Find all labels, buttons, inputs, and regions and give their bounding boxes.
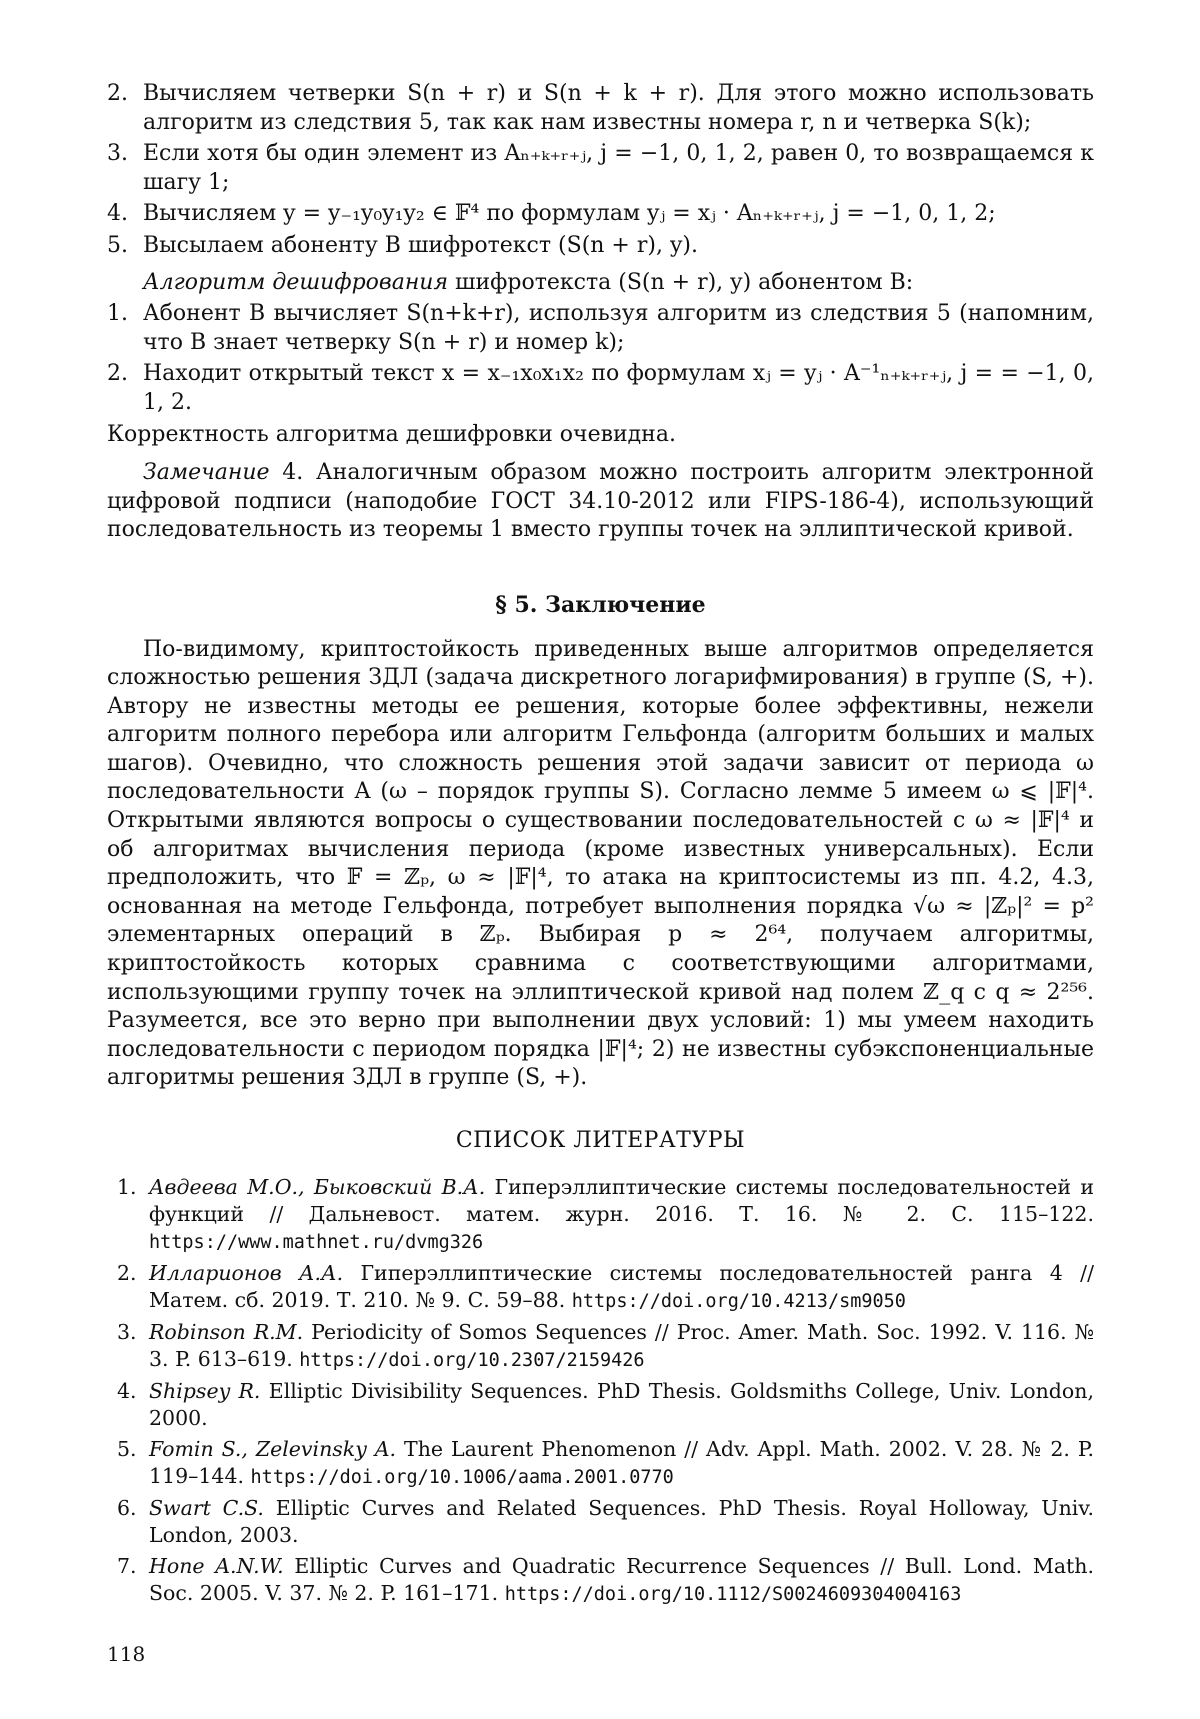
step-text: Вычисляем y = y₋₁y₀y₁y₂ ∈ 𝔽⁴ по формулам yⱼ = xⱼ · Aₙ₊ₖ₊ᵣ₊ⱼ, j = −1, 0, 1, 2;: [143, 201, 996, 226]
reference-authors: Hone A.N.W.: [149, 1554, 284, 1578]
list-item: [107, 140, 1094, 197]
reference-item: [107, 1174, 1094, 1256]
reference-authors: Shipsey R.: [149, 1379, 260, 1403]
list-item: [107, 200, 1094, 229]
step-number: 1.: [107, 300, 128, 329]
decryption-steps: [107, 300, 1094, 417]
section-body: По-видимому, криптостойкость приведенных выше алгоритмов определяется сложностью решения ЗДЛ (задача дискретного логарифмирования) в группе (S, +). Автору не известны методы ее решения, которые более эффективны, нежели алгоритм полного перебора или алгоритм Гельфонда (алгоритм больших и малых шагов). Очевидно, что сложность решения этой задачи зависит от периода ω последовательности A (ω – порядок группы S). Согласно лемме 5 имеем ω ⩽ |𝔽|⁴. Открытыми являются вопросы о существовании последовательностей с ω ≈ |𝔽|⁴ и об алгоритмах вычисления периода (кроме известных универсальных). Если предположить, что 𝔽 = ℤₚ, ω ≈ |𝔽|⁴, то атака на криптосистемы из пп. 4.2, 4.3, основанная на методе Гельфонда, потребует выполнения порядка √ω ≈ |ℤₚ|² = p² элементарных операций в ℤₚ. Выбирая p ≈ 2⁶⁴, получаем алгоритмы, криптостойкость которых сравнима с соответствующими алгоритмами, использующими группу точек на эллиптической кривой над полем ℤ_q с q ≈ 2²⁵⁶. Разумеется, все это верно при выполнении двух условий: 1) мы умеем находить последовательности с периодом порядка |𝔽|⁴; 2) не известны субэкспоненциальные алгоритмы решения ЗДЛ в группе (S, +).: [107, 636, 1094, 1094]
remark: [107, 459, 1094, 545]
reference-authors: Илларионов А.А.: [149, 1261, 343, 1285]
list-item: [107, 232, 1094, 261]
page-content: [107, 80, 1094, 1612]
step-text: Находит открытый текст x = x₋₁x₀x₁x₂ по формулам xⱼ = yⱼ · A⁻¹ₙ₊ₖ₊ᵣ₊ⱼ, j = = −1, 0, 1, 2.: [143, 361, 1094, 415]
reference-number: 4.: [117, 1378, 137, 1405]
reference-number: 6.: [117, 1495, 137, 1522]
reference-authors: Fomin S., Zelevinsky A.: [149, 1437, 396, 1461]
reference-number: 2.: [117, 1260, 137, 1287]
reference-number: 3.: [117, 1319, 137, 1346]
reference-number: 5.: [117, 1436, 137, 1463]
reference-link[interactable]: https://doi.org/10.1006/aama.2001.0770: [251, 1467, 674, 1488]
reference-item: [107, 1436, 1094, 1491]
remark-label: Замечание: [143, 460, 270, 485]
step-number: 3.: [107, 140, 128, 169]
list-item: [107, 80, 1094, 137]
reference-authors: Swart C.S.: [149, 1496, 264, 1520]
reference-text: Periodicity of Somos Sequences // Proc. Amer. Math. Soc. 1992. V. 116. № 3. P. 613–619.: [149, 1320, 1094, 1371]
remark-text: Аналогичным образом можно построить алгоритм электронной цифровой подписи (наподобие ГОСТ 34.10-2012 или FIPS-186-4), использующий последовательность из теоремы 1 вместо группы точек на эллиптической кривой.: [107, 460, 1094, 542]
reference-text: The Laurent Phenomenon // Adv. Appl. Math. 2002. V. 28. № 2. P. 119–144.: [149, 1437, 1094, 1488]
step-number: 4.: [107, 200, 128, 229]
decryption-heading: [107, 269, 1094, 298]
list-item: [107, 300, 1094, 357]
step-number: 2.: [107, 80, 128, 109]
step-number: 2.: [107, 360, 128, 389]
step-number: 5.: [107, 232, 128, 261]
reference-text: Elliptic Curves and Related Sequences. PhD Thesis. Royal Holloway, Univ. London, 2003.: [149, 1496, 1094, 1547]
reference-item: [107, 1378, 1094, 1432]
references-list: [107, 1174, 1094, 1608]
reference-link[interactable]: https://www.mathnet.ru/dvmg326: [149, 1232, 483, 1253]
reference-text: Elliptic Divisibility Sequences. PhD Thesis. Goldsmiths College, Univ. London, 2000.: [149, 1379, 1094, 1430]
reference-authors: Robinson R.M.: [149, 1320, 303, 1344]
reference-item: [107, 1553, 1094, 1608]
remark-number: 4.: [282, 460, 303, 485]
decryption-heading-rest: шифротекста (S(n + r), y) абонентом B:: [448, 270, 913, 295]
reference-text: Гиперэллиптические системы последовательностей и функций // Дальневост. матем. журн. 2016. Т. 16. № 2. С. 115–122.: [149, 1175, 1094, 1226]
page-number: 118: [107, 1642, 145, 1666]
reference-number: 1.: [117, 1174, 137, 1201]
references-title: СПИСОК ЛИТЕРАТУРЫ: [107, 1127, 1094, 1156]
reference-number: 7.: [117, 1553, 137, 1580]
step-text: Абонент B вычисляет S(n+k+r), используя алгоритм из следствия 5 (напомним, что B знает четверку S(n + r) и номер k);: [143, 301, 1094, 355]
step-text: Вычисляем четверки S(n + r) и S(n + k + r). Для этого можно использовать алгоритм из следствия 5, так как нам известны номера r, n и четверка S(k);: [143, 81, 1094, 135]
section-title: § 5. Заключение: [107, 591, 1094, 620]
decryption-label: Алгоритм дешифрования: [143, 270, 448, 295]
reference-text: Гиперэллиптические системы последовательностей ранга 4 // Матем. сб. 2019. Т. 210. № 9. С. 59–88.: [149, 1261, 1094, 1312]
step-text: Если хотя бы один элемент из Aₙ₊ₖ₊ᵣ₊ⱼ, j = −1, 0, 1, 2, равен 0, то возвращаемся к шагу 1;: [143, 141, 1094, 195]
reference-item: [107, 1260, 1094, 1315]
reference-link[interactable]: https://doi.org/10.2307/2159426: [299, 1350, 644, 1371]
reference-authors: Авдеева М.О., Быковский В.А.: [149, 1175, 485, 1199]
step-text: Высылаем абоненту B шифротекст (S(n + r), y).: [143, 233, 698, 258]
encryption-steps: [107, 80, 1094, 261]
list-item: [107, 360, 1094, 417]
reference-link[interactable]: https://doi.org/10.1112/S0024609304004163: [505, 1584, 962, 1605]
correctness-note: Корректность алгоритма дешифровки очевидна.: [107, 421, 1094, 450]
reference-text: Elliptic Curves and Quadratic Recurrence Sequences // Bull. Lond. Math. Soc. 2005. V. 37. № 2. P. 161–171.: [149, 1554, 1094, 1605]
reference-link[interactable]: https://doi.org/10.4213/sm9050: [572, 1291, 906, 1312]
reference-item: [107, 1495, 1094, 1549]
reference-item: [107, 1319, 1094, 1374]
